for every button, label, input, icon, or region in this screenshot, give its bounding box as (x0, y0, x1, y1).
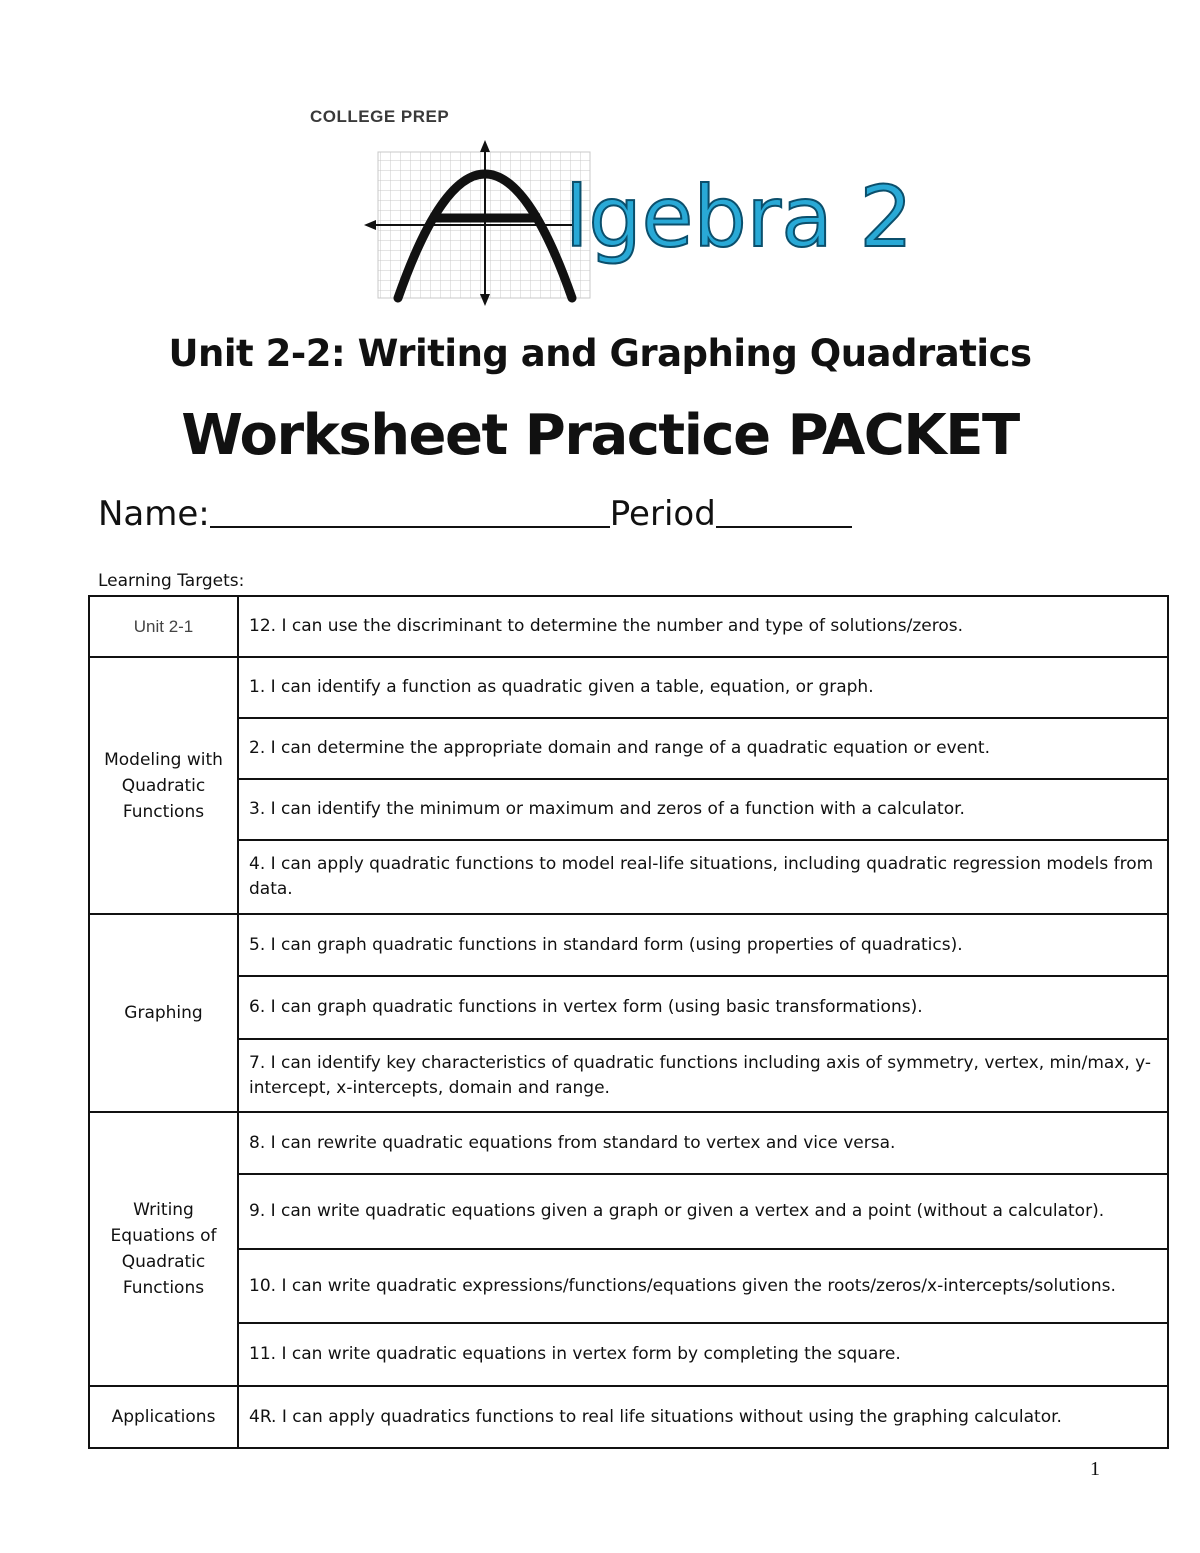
target-cell: 4R. I can apply quadratics functions to real life situations without using the graphing calculator. (238, 1386, 1168, 1448)
target-cell: 1. I can identify a function as quadratic given a table, equation, or graph. (238, 657, 1168, 718)
parabola-graph-icon (300, 100, 600, 315)
period-label: Period (609, 494, 716, 534)
target-cell: 10. I can write quadratic expressions/functions/equations given the roots/zeros/x-intercepts/solutions. (238, 1249, 1168, 1323)
category-cell: Applications (89, 1386, 238, 1448)
table-row (89, 840, 1168, 914)
target-cell: 4. I can apply quadratic functions to model real-life situations, including quadratic regression models from data. (238, 840, 1168, 914)
table-row (89, 779, 1168, 840)
unit-title: Unit 2-2: Writing and Graphing Quadratics (168, 332, 1032, 375)
name-blank[interactable] (210, 492, 610, 528)
table-row (89, 1039, 1168, 1112)
name-label: Name: (98, 494, 210, 534)
table-row (89, 1323, 1168, 1386)
table-row (89, 596, 1168, 657)
target-cell: 8. I can rewrite quadratic equations from standard to vertex and vice versa. (238, 1112, 1168, 1174)
category-cell: Unit 2-1 (89, 596, 238, 657)
table-row (89, 1112, 1168, 1174)
target-cell: 5. I can graph quadratic functions in standard form (using properties of quadratics). (238, 914, 1168, 976)
table-row (89, 1174, 1168, 1249)
name-period-line (98, 492, 852, 534)
packet-title: Worksheet Practice PACKET (181, 403, 1019, 468)
target-cell: 9. I can write quadratic equations given a graph or given a vertex and a point (without a calculator). (238, 1174, 1168, 1249)
category-cell: Modeling with Quadratic Functions (89, 657, 238, 914)
target-cell: 12. I can use the discriminant to determine the number and type of solutions/zeros. (238, 596, 1168, 657)
logo-college-prep-text: COLLEGE PREP (310, 107, 450, 126)
table-row (89, 657, 1168, 718)
target-cell: 6. I can graph quadratic functions in vertex form (using basic transformations). (238, 976, 1168, 1039)
page-number: 1 (1090, 1458, 1100, 1480)
table-row (89, 1386, 1168, 1448)
category-cell: Writing Equations of Quadratic Functions (89, 1112, 238, 1386)
target-cell: 3. I can identify the minimum or maximum and zeros of a function with a calculator. (238, 779, 1168, 840)
college-prep-algebra-2-logo (300, 100, 913, 315)
target-cell: 11. I can write quadratic equations in vertex form by completing the square. (238, 1323, 1168, 1386)
logo-wordmark: lgebra 2 (565, 168, 913, 266)
table-row (89, 718, 1168, 779)
category-cell: Graphing (89, 914, 238, 1112)
target-cell: 7. I can identify key characteristics of quadratic functions including axis of symmetry, vertex, min/max, y-intercept, x-intercepts, domain and range. (238, 1039, 1168, 1112)
learning-targets-table (88, 595, 1169, 1449)
target-cell: 2. I can determine the appropriate domain and range of a quadratic equation or event. (238, 718, 1168, 779)
table-row (89, 914, 1168, 976)
period-blank[interactable] (716, 492, 852, 528)
table-row (89, 976, 1168, 1039)
table-row (89, 1249, 1168, 1323)
learning-targets-label: Learning Targets: (98, 571, 245, 591)
